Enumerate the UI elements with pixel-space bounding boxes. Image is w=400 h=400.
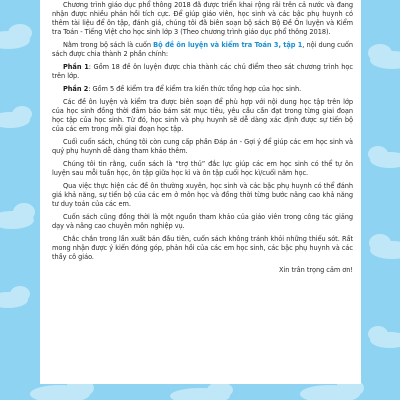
content-paragraph: Các đề ôn luyện và kiểm tra được biên soạn để phù hợp với nội dung học tập trên lớp của học sinh đồng thời đảm bảo bám sát mục tiêu, yêu cầu cần đạt trong từng giai đoạn học tập của học sinh. Từ đó, học sinh và phụ huynh sẽ dễ dàng xác định được sự tiến bộ của các em trong mỗi giai đoạn học tập. [52, 97, 353, 134]
book-title-highlight: Bộ đề ôn luyện và kiểm tra Toán 3, tập 1 [153, 41, 303, 50]
part-2-label: Phần 2 [63, 85, 89, 94]
feedback-paragraph: Chắc chắn trong lần xuất bản đầu tiên, cuốn sách không tránh khỏi những thiếu sót. Rất mong nhận được ý kiến đóng góp, phản hồi của các em học sinh, các bậc phụ huynh và các thầy cô giáo. [52, 234, 353, 262]
practice-paragraph: Qua việc thực hiện các đề ôn thường xuyên, học sinh và các bậc phụ huynh có thể đánh giá khả năng, sự tiến bộ của các em ở môn học và đồng thời từng bước nâng cao khả năng tư duy toán của các em. [52, 181, 353, 209]
book-paragraph [52, 41, 353, 59]
book-intro-rest: , nội dung cuốn sách được chia thành 2 phần chính: [52, 41, 353, 59]
answers-paragraph: Cuối cuốn sách, chúng tôi còn cung cấp phần Đáp án - Gợi ý để giúp các em học sinh và quý phụ huynh dễ dàng tham khảo thêm. [52, 138, 353, 156]
teacher-paragraph: Cuốn sách cũng đồng thời là một nguồn tham khảo của giáo viên trong công tác giảng dạy và nâng cao chuyên môn nghiệp vụ. [52, 212, 353, 231]
closing-thanks: Xin trân trọng cảm ơn! [279, 265, 353, 274]
book-intro-text: Nằm trong bộ sách là cuốn [63, 41, 154, 50]
part-2-text: : Gồm 5 đề kiểm tra để kiểm tra kiến thức tổng hợp của học sinh. [88, 85, 302, 94]
preface-page [40, 0, 361, 384]
helper-paragraph: Chúng tôi tin rằng, cuốn sách là “trợ thủ” đắc lực giúp các em học sinh có thể tự ôn luyện sau mỗi tuần học, ôn tập giữa học kì và ôn tập cuối học kì/cuối năm học. [52, 159, 353, 178]
part-1-label: Phần 1 [63, 63, 89, 72]
part-1-paragraph [52, 63, 353, 81]
intro-paragraph: Chương trình giáo dục phổ thông 2018 đã được triển khai rộng rãi trên cả nước và đang nhận được nhiều phản hồi tích cực. Để giúp giáo viên, học sinh và các bậc phụ huynh có thêm tài liệu để ôn tập, đánh giá, chúng tôi đã biên soạn bộ sách Bộ Đề Ôn luyện và Kiểm tra Toán - Tiếng Việt cho học sinh lớp 3 (Theo chương trình giáo dục phổ thông 2018). [52, 1, 353, 37]
part-1-text: : Gồm 18 đề ôn luyện được chia thành các chủ điểm theo sát chương trình học trên lớp. [52, 63, 353, 81]
part-2-paragraph [52, 85, 353, 94]
